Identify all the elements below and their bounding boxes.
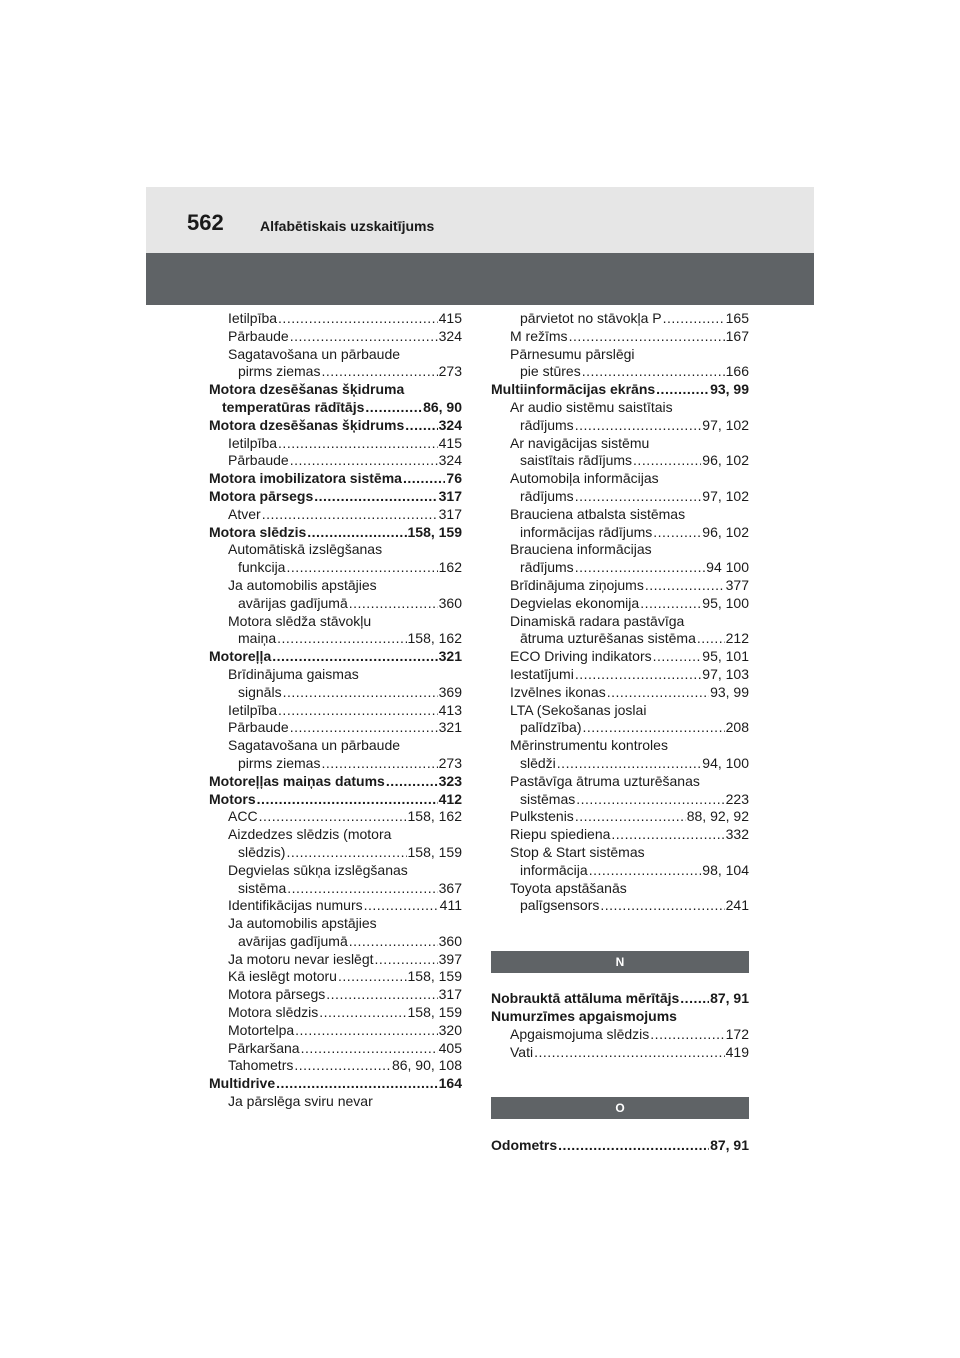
entry-term: Multiinformācijas ekrāns bbox=[491, 381, 656, 398]
index-entry-continued: Ja automobilis apstājies bbox=[228, 915, 377, 932]
leader-dots bbox=[653, 524, 701, 542]
entry-term: Brīdinājuma ziņojums bbox=[510, 576, 644, 593]
leader-dots bbox=[650, 1026, 724, 1044]
index-entry bbox=[209, 968, 462, 986]
entry-page-ref[interactable]: 158, 159 bbox=[407, 1004, 462, 1021]
index-entry bbox=[209, 773, 462, 791]
index-entry bbox=[491, 559, 749, 577]
entry-page-ref[interactable]: 166 bbox=[725, 363, 749, 380]
index-entry bbox=[491, 648, 749, 666]
index-entry bbox=[491, 452, 749, 470]
leader-dots bbox=[365, 399, 422, 417]
index-entry bbox=[209, 648, 462, 666]
entry-term: avārijas gadījumā bbox=[238, 594, 348, 611]
index-entry bbox=[491, 684, 749, 702]
index-column-left bbox=[209, 310, 462, 1111]
index-entry-continued: Aizdedzes slēdzis (motora bbox=[228, 826, 392, 843]
index-entry bbox=[491, 755, 749, 773]
index-entry bbox=[209, 1075, 462, 1093]
entry-page-ref[interactable]: 360 bbox=[438, 594, 462, 611]
index-entry-continued: Mērinstrumentu kontroles bbox=[510, 737, 668, 754]
entry-term: Motora dzesēšanas šķidrums bbox=[209, 416, 405, 433]
index-entry bbox=[209, 524, 462, 542]
entry-term: Motoreļļa bbox=[209, 648, 272, 665]
entry-term: ātruma uzturēšanas sistēma bbox=[520, 630, 696, 647]
index-entry-continued: Dinamiskā radara pastāvīga bbox=[510, 612, 685, 629]
entry-page-ref[interactable]: 164 bbox=[438, 1075, 462, 1092]
leader-dots bbox=[287, 880, 437, 898]
entry-term: Atver bbox=[228, 505, 261, 522]
index-entry-continued: Brauciena atbalsta sistēmas bbox=[510, 505, 686, 522]
entry-term: Motora slēdzis bbox=[209, 523, 307, 540]
letter-heading: N bbox=[491, 951, 749, 973]
entry-page-ref[interactable]: 87, 91 bbox=[710, 1137, 749, 1154]
header-band bbox=[146, 187, 814, 253]
index-entry bbox=[209, 417, 462, 435]
entry-term: rādījums bbox=[520, 487, 574, 504]
index-entry bbox=[491, 328, 749, 346]
leader-dots bbox=[349, 933, 438, 951]
index-entry-continued: Automātiskā izslēgšanas bbox=[228, 541, 383, 558]
leader-dots bbox=[576, 791, 724, 809]
entry-term: signāls bbox=[238, 683, 282, 700]
leader-dots bbox=[278, 310, 438, 328]
entry-term: pārvietot no stāvokļa P bbox=[520, 310, 662, 326]
index-entry bbox=[209, 1040, 462, 1058]
entry-term: temperatūras rādītājs bbox=[222, 398, 365, 415]
index-entry bbox=[209, 951, 462, 969]
entry-term: Pārkaršana bbox=[228, 1039, 300, 1056]
entry-term: Kā ieslēgt motoru bbox=[228, 968, 337, 985]
entry-page-ref[interactable]: 167 bbox=[725, 327, 749, 344]
entry-page-ref[interactable]: 158, 159 bbox=[407, 523, 462, 540]
entry-term: Ietilpība bbox=[228, 434, 278, 451]
entry-page-ref[interactable]: 324 bbox=[438, 452, 462, 469]
index-entry bbox=[209, 363, 462, 381]
index-entry bbox=[491, 990, 749, 1008]
entry-term: Motors bbox=[209, 790, 256, 807]
index-entry bbox=[209, 844, 462, 862]
leader-dots bbox=[290, 719, 438, 737]
index-entry bbox=[209, 328, 462, 346]
entry-page-ref[interactable]: 158, 162 bbox=[407, 808, 462, 825]
entry-page-ref[interactable]: 321 bbox=[438, 648, 462, 665]
leader-dots bbox=[611, 826, 724, 844]
entry-page-ref[interactable]: 95, 101 bbox=[702, 648, 749, 665]
entry-term: slēdzis) bbox=[238, 843, 286, 860]
leader-dots bbox=[582, 363, 725, 381]
index-entry bbox=[209, 559, 462, 577]
leader-dots bbox=[633, 452, 701, 470]
entry-term: Multidrive bbox=[209, 1075, 276, 1092]
leader-dots bbox=[607, 684, 709, 702]
index-entry bbox=[491, 630, 749, 648]
entry-term: Pārbaude bbox=[228, 719, 289, 736]
entry-term: palīdzība) bbox=[520, 719, 582, 736]
entry-page-ref[interactable]: 95, 100 bbox=[702, 594, 749, 611]
leader-dots bbox=[278, 702, 438, 720]
leader-dots bbox=[403, 470, 445, 488]
entry-term: pirms ziemas bbox=[238, 363, 321, 380]
entry-term: ACC bbox=[228, 808, 258, 825]
index-entry bbox=[491, 826, 749, 844]
index-entry bbox=[491, 595, 749, 613]
entry-term: M režīms bbox=[510, 327, 568, 344]
entry-page-ref[interactable]: 93, 99 bbox=[710, 381, 749, 398]
entry-term: Vati bbox=[510, 1043, 534, 1060]
section-title: Alfabētiskais uzskaitījums bbox=[260, 218, 435, 234]
index-entry-continued: Stop & Start sistēmas bbox=[510, 843, 645, 860]
entry-page-ref[interactable]: 405 bbox=[438, 1039, 462, 1056]
entry-page-ref[interactable]: 88, 92, 92 bbox=[686, 808, 749, 825]
entry-term: Motora imobilizatora sistēma bbox=[209, 470, 402, 487]
index-entry bbox=[209, 702, 462, 720]
leader-dots bbox=[575, 559, 705, 577]
spacer bbox=[491, 1062, 749, 1098]
entry-page-ref[interactable]: 86, 90 bbox=[423, 398, 462, 415]
leader-dots bbox=[321, 363, 437, 381]
entry-page-ref[interactable]: 97, 102 bbox=[702, 487, 749, 504]
entry-term: Pārbaude bbox=[228, 327, 289, 344]
leader-dots bbox=[386, 773, 438, 791]
leader-dots bbox=[349, 595, 438, 613]
leader-dots bbox=[653, 648, 702, 666]
leader-dots bbox=[290, 328, 438, 346]
entry-page-ref[interactable]: 317 bbox=[438, 505, 462, 522]
index-entry bbox=[209, 435, 462, 453]
leader-dots bbox=[575, 417, 702, 435]
entry-term: Motora pārsegs bbox=[209, 487, 314, 504]
leader-dots bbox=[405, 417, 437, 435]
entry-page-ref[interactable]: 86, 90, 108 bbox=[391, 1057, 462, 1074]
index-entry-continued: Pārnesumu pārslēgi bbox=[510, 345, 635, 362]
index-entry-continued: Ja pārslēga sviru nevar bbox=[228, 1093, 373, 1110]
leader-dots bbox=[575, 666, 701, 684]
entry-page-ref[interactable]: 273 bbox=[438, 754, 462, 771]
entry-term: Nobrauktā attāluma mērītājs bbox=[491, 990, 680, 1007]
entry-page-ref[interactable]: 419 bbox=[725, 1043, 749, 1060]
entry-page-ref[interactable]: 158, 162 bbox=[407, 630, 462, 647]
index-entry bbox=[209, 595, 462, 613]
leader-dots bbox=[276, 1075, 438, 1093]
entry-page-ref[interactable]: 377 bbox=[725, 576, 749, 593]
entry-page-ref[interactable]: 332 bbox=[725, 826, 749, 843]
index-entry-continued: Ar navigācijas sistēmu bbox=[510, 434, 650, 451]
index-entry bbox=[491, 791, 749, 809]
index-entry bbox=[491, 310, 749, 328]
entry-page-ref[interactable]: 411 bbox=[439, 897, 462, 914]
index-entry-continued: Motora slēdža stāvokļu bbox=[228, 612, 372, 629]
spacer bbox=[491, 915, 749, 951]
entry-page-ref[interactable]: 415 bbox=[438, 310, 462, 326]
entry-term: Motoreļļas maiņas datums bbox=[209, 772, 385, 789]
index-entry-continued: LTA (Sekošanas joslai bbox=[510, 701, 647, 718]
entry-term: Degvielas ekonomija bbox=[510, 594, 640, 611]
leader-dots bbox=[277, 630, 406, 648]
index-entry-continued: Numurzīmes apgaismojums bbox=[491, 1008, 677, 1025]
dark-band bbox=[146, 253, 814, 305]
entry-page-ref[interactable]: 415 bbox=[438, 434, 462, 451]
entry-page-ref[interactable]: 158, 159 bbox=[407, 843, 462, 860]
leader-dots bbox=[259, 808, 407, 826]
index-entry bbox=[209, 808, 462, 826]
entry-term: sistēmas bbox=[520, 790, 576, 807]
index-entry bbox=[491, 381, 749, 399]
leader-dots bbox=[257, 791, 438, 809]
entry-term: maiņa bbox=[238, 630, 277, 647]
leader-dots bbox=[290, 452, 438, 470]
leader-dots bbox=[364, 897, 439, 915]
entry-term: rādījums bbox=[520, 559, 574, 576]
entry-page-ref[interactable]: 320 bbox=[438, 1021, 462, 1038]
index-entry-continued: Toyota apstāšanās bbox=[510, 879, 627, 896]
entry-term: Odometrs bbox=[491, 1137, 558, 1154]
leader-dots bbox=[314, 488, 437, 506]
index-entry-continued: Ja automobilis apstājies bbox=[228, 576, 377, 593]
index-entry bbox=[209, 986, 462, 1004]
index-entry bbox=[209, 310, 462, 328]
entry-page-ref[interactable]: 87, 91 bbox=[710, 990, 749, 1007]
leader-dots bbox=[680, 990, 709, 1008]
index-entry bbox=[491, 897, 749, 915]
index-column-right bbox=[491, 310, 749, 1155]
leader-dots bbox=[697, 630, 725, 648]
leader-dots bbox=[600, 897, 724, 915]
entry-page-ref[interactable]: 162 bbox=[438, 559, 462, 576]
entry-term: pie stūres bbox=[520, 363, 581, 380]
index-entry-continued: Brīdinājuma gaismas bbox=[228, 665, 359, 682]
leader-dots bbox=[319, 1004, 406, 1022]
index-entry bbox=[209, 470, 462, 488]
index-entry bbox=[209, 897, 462, 915]
leader-dots bbox=[575, 488, 702, 506]
entry-term: ECO Driving indikators bbox=[510, 648, 652, 665]
index-entry bbox=[491, 666, 749, 684]
entry-page-ref[interactable]: 94, 100 bbox=[702, 754, 749, 771]
index-entry bbox=[491, 524, 749, 542]
index-entry bbox=[209, 1004, 462, 1022]
leader-dots bbox=[656, 381, 709, 399]
leader-dots bbox=[262, 506, 438, 524]
leader-dots bbox=[278, 435, 438, 453]
index-entry bbox=[491, 363, 749, 381]
entry-term: slēdži bbox=[520, 754, 556, 771]
entry-page-ref[interactable]: 172 bbox=[725, 1026, 749, 1043]
index-entry bbox=[491, 577, 749, 595]
leader-dots bbox=[640, 595, 701, 613]
entry-term: Pārbaude bbox=[228, 452, 289, 469]
leader-dots bbox=[286, 844, 406, 862]
entry-term: sistēma bbox=[238, 879, 287, 896]
entry-term: Motortelpa bbox=[228, 1021, 295, 1038]
index-entry-continued: Degvielas sūkņa izslēgšanas bbox=[228, 861, 408, 878]
leader-dots bbox=[301, 1040, 438, 1058]
entry-term: Identifikācijas numurs bbox=[228, 897, 363, 914]
entry-page-ref[interactable]: 165 bbox=[725, 310, 749, 326]
entry-term: Ietilpība bbox=[228, 310, 278, 326]
entry-page-ref[interactable]: 321 bbox=[438, 719, 462, 736]
entry-page-ref[interactable]: 94 100 bbox=[706, 559, 749, 576]
entry-page-ref[interactable]: 223 bbox=[725, 790, 749, 807]
entry-term: Ietilpība bbox=[228, 701, 278, 718]
entry-term: pirms ziemas bbox=[238, 754, 321, 771]
leader-dots bbox=[558, 1137, 709, 1155]
entry-term: Motora slēdzis bbox=[228, 1004, 319, 1021]
index-entry bbox=[209, 506, 462, 524]
entry-term: Iestatījumi bbox=[510, 665, 574, 682]
index-entry bbox=[209, 1057, 462, 1075]
index-entry-continued: Ar audio sistēmu saistītais bbox=[510, 398, 673, 415]
entry-page-ref[interactable]: 323 bbox=[438, 772, 462, 789]
index-entry bbox=[209, 755, 462, 773]
index-entry-continued: Sagatavošana un pārbaude bbox=[228, 737, 401, 754]
index-entry-continued: Automobiļa informācijas bbox=[510, 470, 659, 487]
index-entry bbox=[491, 1026, 749, 1044]
entry-page-ref[interactable]: 96, 102 bbox=[702, 452, 749, 469]
leader-dots bbox=[294, 1057, 391, 1075]
index-entry-continued: Pastāvīga ātruma uzturēšanas bbox=[510, 772, 700, 789]
leader-dots bbox=[557, 755, 701, 773]
entry-term: saistītais rādījums bbox=[520, 452, 633, 469]
entry-page-ref[interactable]: 212 bbox=[725, 630, 749, 647]
entry-page-ref[interactable]: 273 bbox=[438, 363, 462, 380]
leader-dots bbox=[575, 808, 686, 826]
index-entry bbox=[491, 719, 749, 737]
page-number: 562 bbox=[187, 210, 224, 235]
entry-term: Motora pārsegs bbox=[228, 986, 326, 1003]
index-entry bbox=[209, 452, 462, 470]
leader-dots bbox=[663, 310, 725, 328]
index-entry bbox=[209, 880, 462, 898]
index-entry bbox=[491, 488, 749, 506]
leader-dots bbox=[283, 684, 438, 702]
index-entry bbox=[209, 684, 462, 702]
leader-dots bbox=[582, 719, 724, 737]
index-entry-continued: Motora dzesēšanas šķidruma bbox=[209, 381, 405, 398]
entry-page-ref[interactable]: 97, 102 bbox=[702, 416, 749, 433]
entry-term: Izvēlnes ikonas bbox=[510, 683, 606, 700]
entry-term: palīgsensors bbox=[520, 897, 600, 914]
entry-page-ref[interactable]: 324 bbox=[438, 327, 462, 344]
entry-term: informācijas rādījums bbox=[520, 523, 653, 540]
entry-page-ref[interactable]: 93, 99 bbox=[710, 683, 749, 700]
index-entry-continued: Sagatavošana un pārbaude bbox=[228, 345, 401, 362]
index-entry bbox=[209, 399, 462, 417]
entry-page-ref[interactable]: 397 bbox=[438, 950, 462, 967]
entry-term: Riepu spiediena bbox=[510, 826, 611, 843]
spacer bbox=[491, 1119, 749, 1137]
entry-term: Pulkstenis bbox=[510, 808, 574, 825]
entry-term: rādījums bbox=[520, 416, 574, 433]
entry-page-ref[interactable]: 208 bbox=[725, 719, 749, 736]
index-entry bbox=[491, 417, 749, 435]
entry-term: Tahometrs bbox=[228, 1057, 294, 1074]
entry-term: Ja motoru nevar ieslēgt bbox=[228, 950, 374, 967]
leader-dots bbox=[286, 559, 437, 577]
leader-dots bbox=[534, 1044, 725, 1062]
entry-page-ref[interactable]: 241 bbox=[725, 897, 749, 914]
index-entry bbox=[491, 1044, 749, 1062]
leader-dots bbox=[321, 755, 437, 773]
leader-dots bbox=[589, 862, 702, 880]
leader-dots bbox=[326, 986, 437, 1004]
index-entry bbox=[209, 719, 462, 737]
entry-term: Apgaismojuma slēdzis bbox=[510, 1026, 650, 1043]
index-entry bbox=[209, 1022, 462, 1040]
index-entry bbox=[209, 933, 462, 951]
entry-page-ref[interactable]: 76 bbox=[446, 470, 462, 487]
entry-term: avārijas gadījumā bbox=[238, 932, 348, 949]
entry-page-ref[interactable]: 412 bbox=[438, 790, 462, 807]
leader-dots bbox=[338, 968, 407, 986]
entry-page-ref[interactable]: 96, 102 bbox=[702, 523, 749, 540]
entry-page-ref[interactable]: 324 bbox=[438, 416, 462, 433]
entry-page-ref[interactable]: 369 bbox=[438, 683, 462, 700]
index-entry bbox=[209, 791, 462, 809]
leader-dots bbox=[295, 1022, 437, 1040]
leader-dots bbox=[272, 648, 437, 666]
index-entry bbox=[491, 1137, 749, 1155]
entry-page-ref[interactable]: 317 bbox=[438, 986, 462, 1003]
entry-page-ref[interactable]: 97, 103 bbox=[702, 665, 749, 682]
index-entry bbox=[491, 808, 749, 826]
entry-page-ref[interactable]: 360 bbox=[438, 932, 462, 949]
entry-term: funkcija bbox=[238, 559, 286, 576]
leader-dots bbox=[307, 524, 406, 542]
spacer bbox=[491, 973, 749, 991]
leader-dots bbox=[645, 577, 725, 595]
entry-page-ref[interactable]: 158, 159 bbox=[407, 968, 462, 985]
leader-dots bbox=[569, 328, 725, 346]
letter-heading: O bbox=[491, 1097, 749, 1119]
index-entry bbox=[209, 488, 462, 506]
index-entry bbox=[491, 862, 749, 880]
index-entry-continued: Brauciena informācijas bbox=[510, 541, 652, 558]
leader-dots bbox=[375, 951, 438, 969]
entry-term: informācija bbox=[520, 861, 588, 878]
index-entry bbox=[209, 630, 462, 648]
entry-page-ref[interactable]: 367 bbox=[438, 879, 462, 896]
entry-page-ref[interactable]: 98, 104 bbox=[702, 861, 749, 878]
entry-page-ref[interactable]: 317 bbox=[438, 487, 462, 504]
entry-page-ref[interactable]: 413 bbox=[438, 701, 462, 718]
